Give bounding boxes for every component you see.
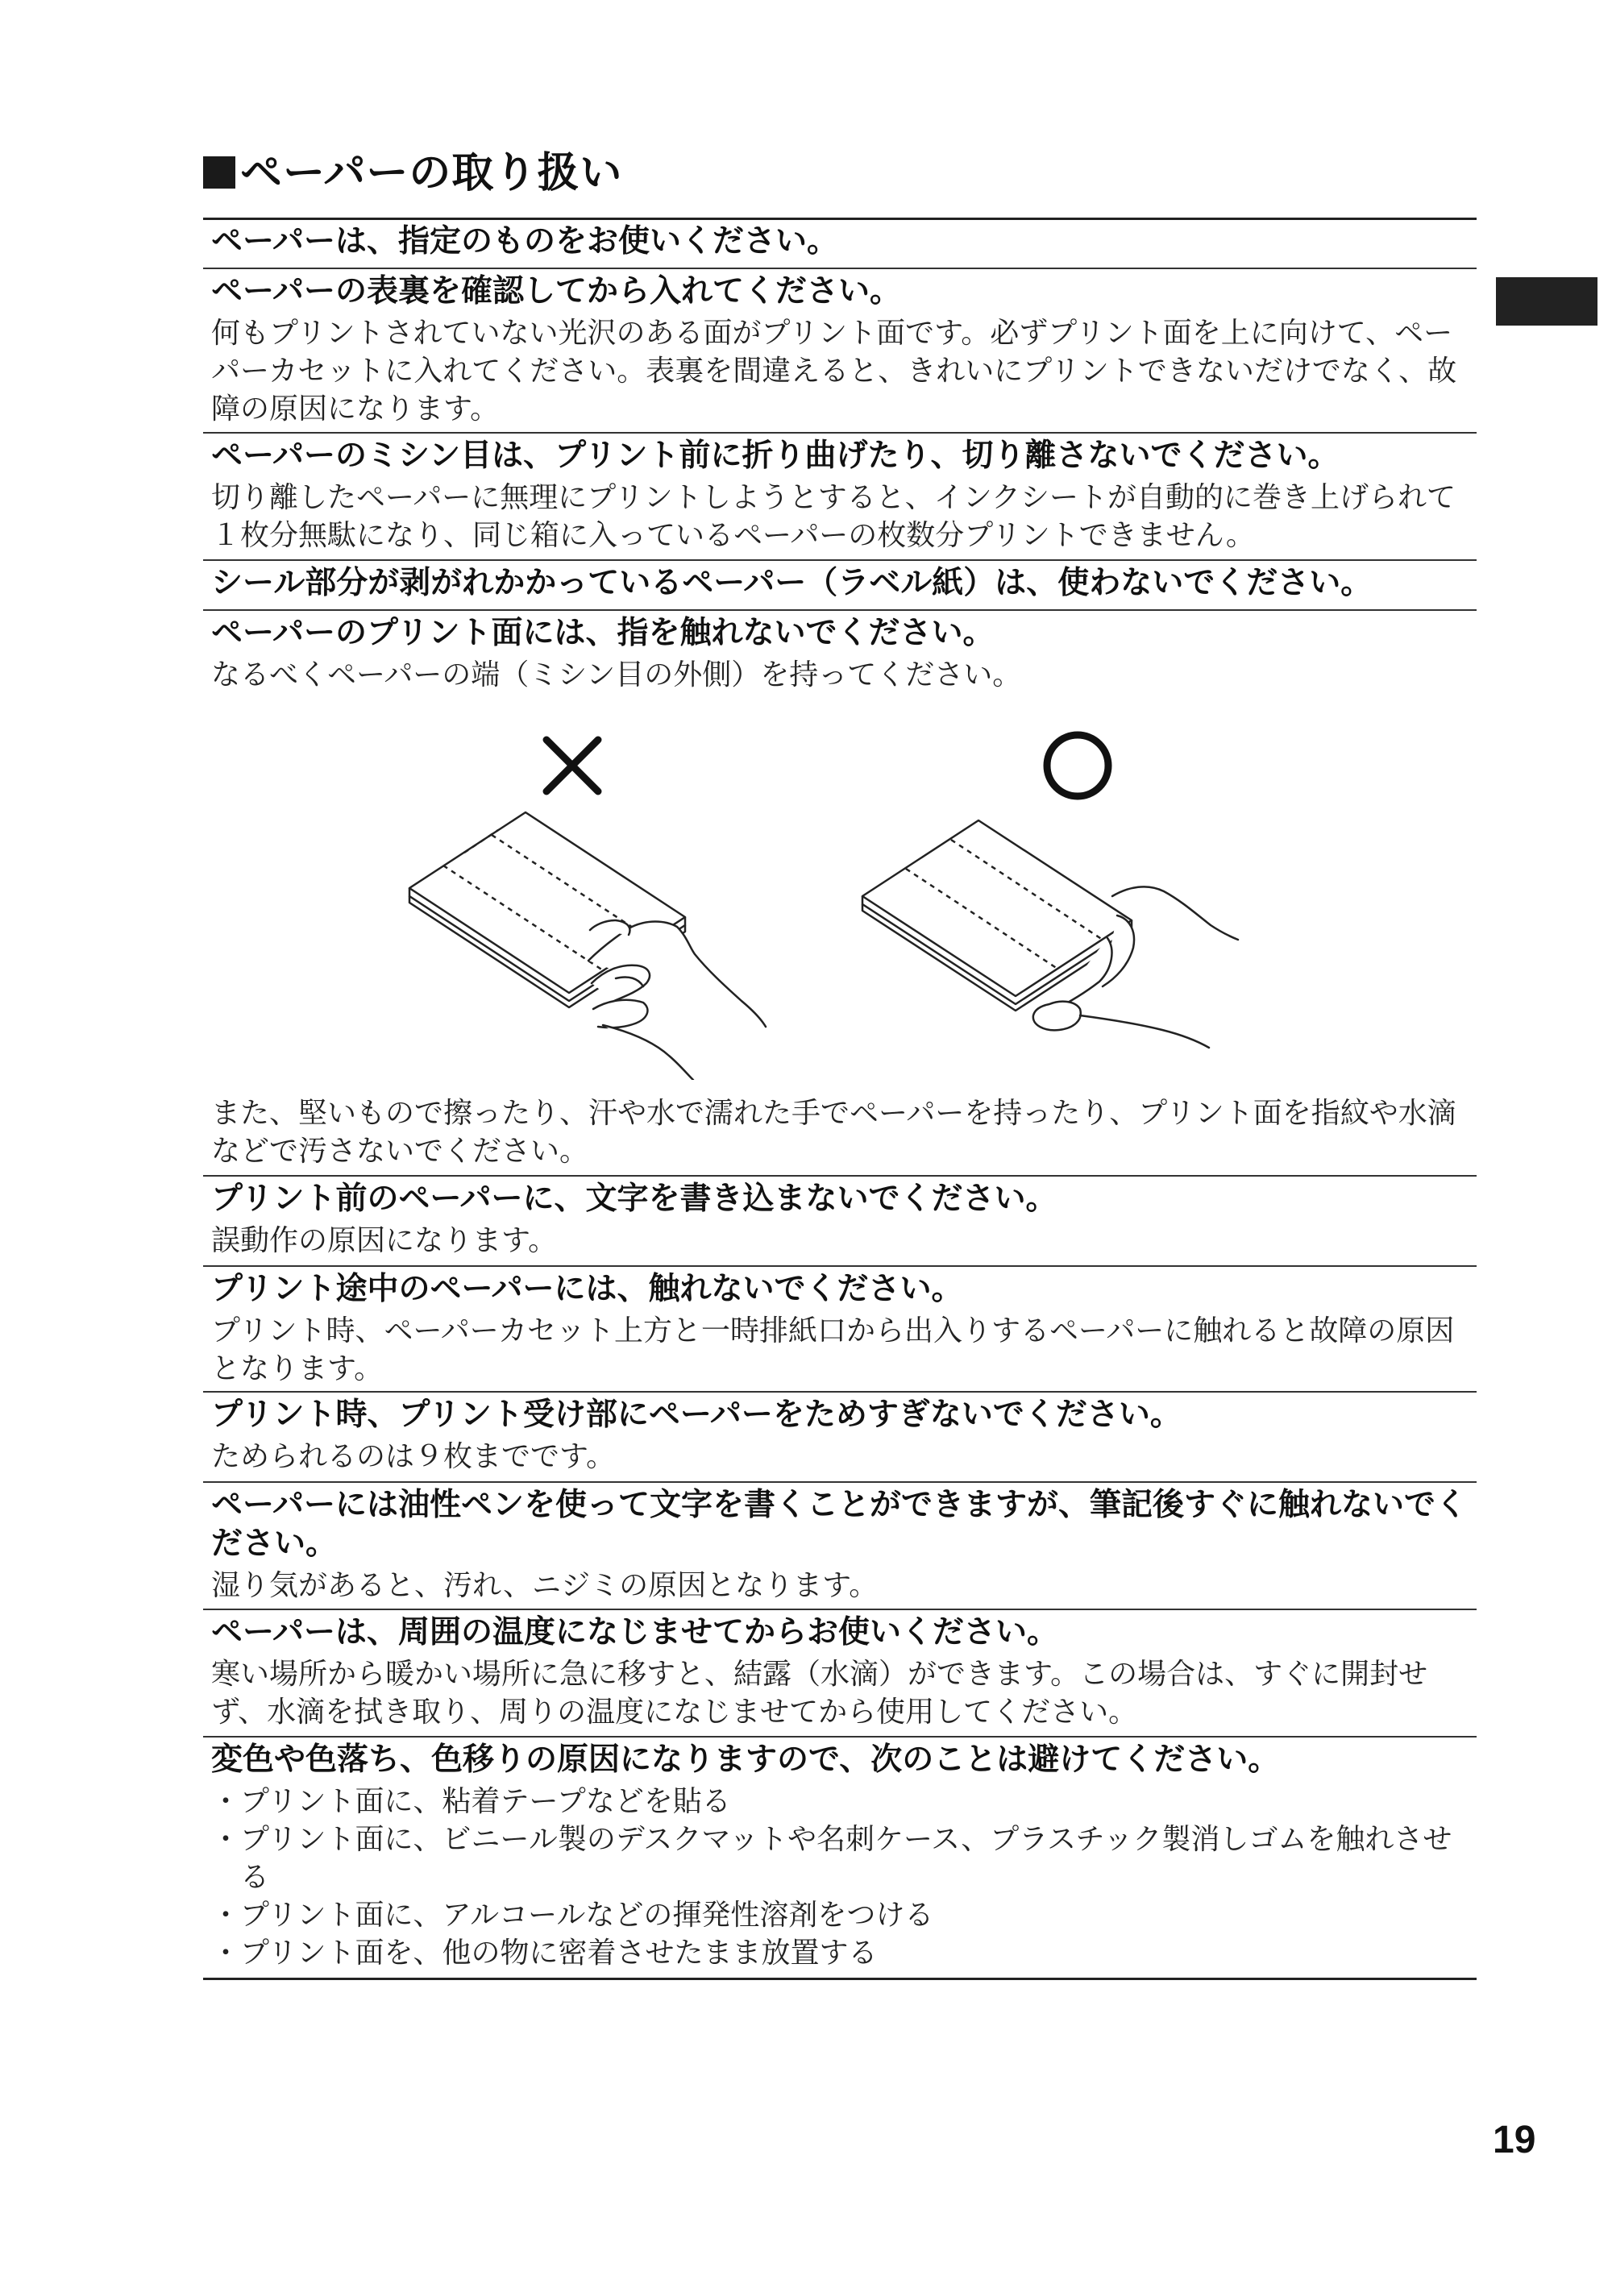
section-heading: ペーパーの表裏を確認してから入れてください。 <box>211 273 902 309</box>
section-body: 誤動作の原因になります。 <box>211 1224 558 1257</box>
paper-handling-illustration <box>387 709 1241 1080</box>
page-title-text: ペーパーの取り扱い <box>240 149 623 197</box>
square-bullet-icon <box>203 156 235 189</box>
section-rule <box>203 1736 1477 1738</box>
bullet-list <box>211 1783 1477 1972</box>
section-heading: ペーパーのプリント面には、指を触れないでください。 <box>211 615 995 651</box>
section-body: 湿り気があると、汚れ、ニジミの原因となります。 <box>211 1569 879 1602</box>
section-rule <box>203 559 1477 561</box>
section-heading: プリント時、プリント受け部にペーパーをためすぎないでください。 <box>211 1397 1182 1433</box>
section-rule <box>203 1609 1477 1610</box>
section-body-continued: また、堅いもので擦ったり、汗や水で濡れた手でペーパーを持ったり、プリント面を指紋や水滴などで汚さないでください。 <box>211 1097 1456 1168</box>
bullet-item: ・プリント面を、他の物に密着させたまま放置する <box>211 1937 878 1970</box>
wrong-x-icon <box>546 740 598 791</box>
section-heading: ペーパーは、指定のものをお使いください。 <box>211 223 839 259</box>
section-heading: ペーパーは、周囲の温度になじませてからお使いください。 <box>211 1614 1059 1650</box>
section-heading: プリント前のペーパーに、文字を書き込まないでください。 <box>211 1181 1057 1217</box>
section-heading: ペーパーのミシン目は、プリント前に折り曲げたり、切り離さないでください。 <box>211 438 1340 474</box>
section-rule <box>203 1175 1477 1177</box>
section-heading: 変色や色落ち、色移りの原因になりますので、次のことは避けてください。 <box>211 1742 1280 1778</box>
section-body: なるべくペーパーの端（ミシン目の外側）を持ってください。 <box>211 658 1022 691</box>
bullet-list-container <box>211 1783 1477 1972</box>
bullet-item: ・プリント面に、粘着テープなどを貼る <box>211 1785 731 1818</box>
bullet-item: ・プリント面に、ビニール製のデスクマットや名刺ケース、プラスチック製消しゴムを触れさせる <box>211 1823 1452 1894</box>
section-heading: シール部分が剥がれかかっているペーパー（ラベル紙）は、使わないでください。 <box>211 565 1373 601</box>
hand-touching-print-surface <box>588 920 766 1080</box>
section-heading: プリント途中のペーパーには、触れないでください。 <box>211 1271 963 1307</box>
section-rule-end <box>203 1978 1477 1980</box>
chapter-tab-marker <box>1496 277 1597 326</box>
correct-circle-icon <box>1047 735 1108 796</box>
section-rule <box>203 1481 1477 1483</box>
section-rule <box>203 1391 1477 1393</box>
section-body: ためられるのは９枚までです。 <box>211 1440 616 1473</box>
section-rule <box>203 268 1477 269</box>
bullet-item: ・プリント面に、アルコールなどの揮発性溶剤をつける <box>211 1899 934 1932</box>
section-rule <box>203 1265 1477 1267</box>
section-body: プリント時、ペーパーカセット上方と一時排紙口から出入りするペーパーに触れると故障の原因となります。 <box>211 1314 1455 1385</box>
section-rule <box>203 432 1477 434</box>
page-number: 19 <box>1493 2119 1536 2161</box>
section-rule <box>203 218 1477 220</box>
section-body: 何もプリントされていない光沢のある面がプリント面です。必ずプリント面を上に向けて、ペーパーカセットに入れてください。表裏を間違えると、きれいにプリントできないだけでなく、故障の原因になります。 <box>211 317 1457 426</box>
section-body: 切り離したペーパーに無理にプリントしようとすると、インクシートが自動的に巻き上げられて１枚分無駄になり、同じ箱に入っているペーパーの枚数分プリントできません。 <box>211 481 1456 552</box>
page-title <box>203 139 622 199</box>
section-rule <box>203 609 1477 611</box>
section-heading: ペーパーには油性ペンを使って文字を書くことができますが、筆記後すぐに触れないでください。 <box>211 1487 1468 1562</box>
section-body: 寒い場所から暖かい場所に急に移すと、結露（水滴）ができます。この場合は、すぐに開封せず、水滴を拭き取り、周りの温度になじませてから使用してください。 <box>211 1658 1428 1729</box>
